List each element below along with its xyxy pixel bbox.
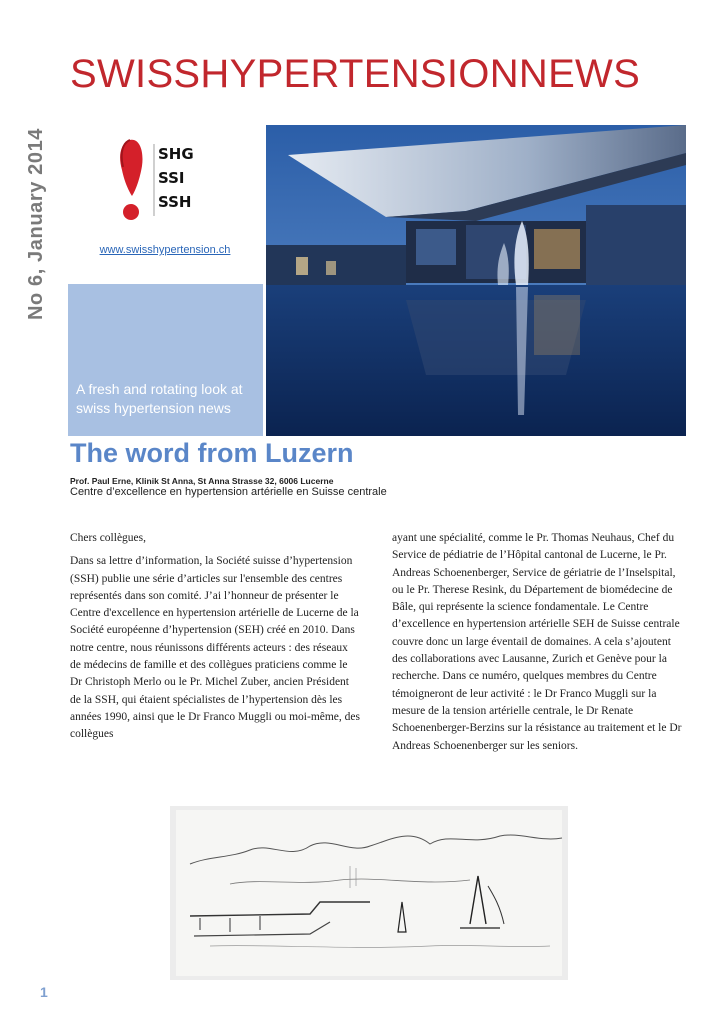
lucerne-kkl-building-photo-icon: [266, 125, 686, 436]
article-affiliation: Centre d’excellence en hypertension artérielle en Suisse centrale: [70, 486, 387, 498]
article-greeting: Chers collègues,: [70, 532, 147, 544]
article-column-right: [392, 530, 688, 755]
article-title: The word from Luzern: [70, 438, 354, 468]
lakeside-pencil-sketch-icon: [170, 806, 568, 980]
masthead-title: SWISSHYPERTENSIONNEWS: [70, 52, 641, 96]
tagline-box: [68, 284, 263, 436]
logo-line-ssi: SSI: [158, 169, 185, 187]
page-number: 1: [40, 984, 48, 1000]
article-right-text: ayant une spécialité, comme le Pr. Thomas Neuhaus, Chef du Service de pédiatrie de l’Hôpital cantonal de Lucerne, le Pr. Andreas Schoenenberger, Service de gériatrie de l’Inselspital, ou le Pr. Therese Resink, du Département de biomédecine de Bâle, qui représente la science fondamentale. Le Centre d’excellence en hypertension artérielle SEH de Suisse centrale couvre donc un large éventail de domaines. A cela s’ajoutent des collaborations avec Lausanne, Zurich et Genève pour la recherche. Dans ce numéro, quelques membres du Centre témoigneront de leur activité : le Dr Franco Muggli sur la mesure de la tension artérielle centrale, le Dr Renate Schoenenberger-Berzins sur la résistance au traitement et le Dr Andreas Schoenenberger sur les seniors.: [392, 532, 682, 752]
logo-line-shg: SHG: [158, 145, 194, 163]
lakeside-sketch: [170, 806, 568, 980]
lucerne-photo: [266, 125, 686, 436]
exclamation-mark-logo-icon: [116, 134, 212, 226]
tagline-text: A fresh and rotating look at swiss hypertension news: [76, 381, 243, 416]
article-column-left: [70, 530, 360, 744]
article-byline: Prof. Paul Erne, Klinik St Anna, St Anna Strasse 32, 6006 Lucerne: [70, 476, 334, 486]
website-link[interactable]: www.swisshypertension.ch: [99, 244, 231, 256]
issue-label: No 6, January 2014: [25, 127, 47, 320]
shg-ssi-ssh-logo: [116, 134, 212, 226]
article-left-text: Dans sa lettre d’information, la Société suisse d’hypertension (SSH) publie une série d’articles sur l'ensemble des centres représentés dans son comité. J’ai l’honneur de présenter le Centre d'excellence en hypertension artérielle de Lucerne de la Société européenne d’hypertension (SEH) créé en 2010. Dans notre centre, nous réunissons différents acteurs : des réseaux de médecins de famille et des collègues praticiens comme le Dr Christoph Merlo ou le Pr. Michel Zuber, ancien Président de la SSH, qui étaient spécialistes de l’hypertension dès les années 1990, ainsi que le Dr Franco Muggli ou moi-même, des collègues: [70, 555, 360, 741]
logo-line-ssh: SSH: [158, 193, 192, 211]
